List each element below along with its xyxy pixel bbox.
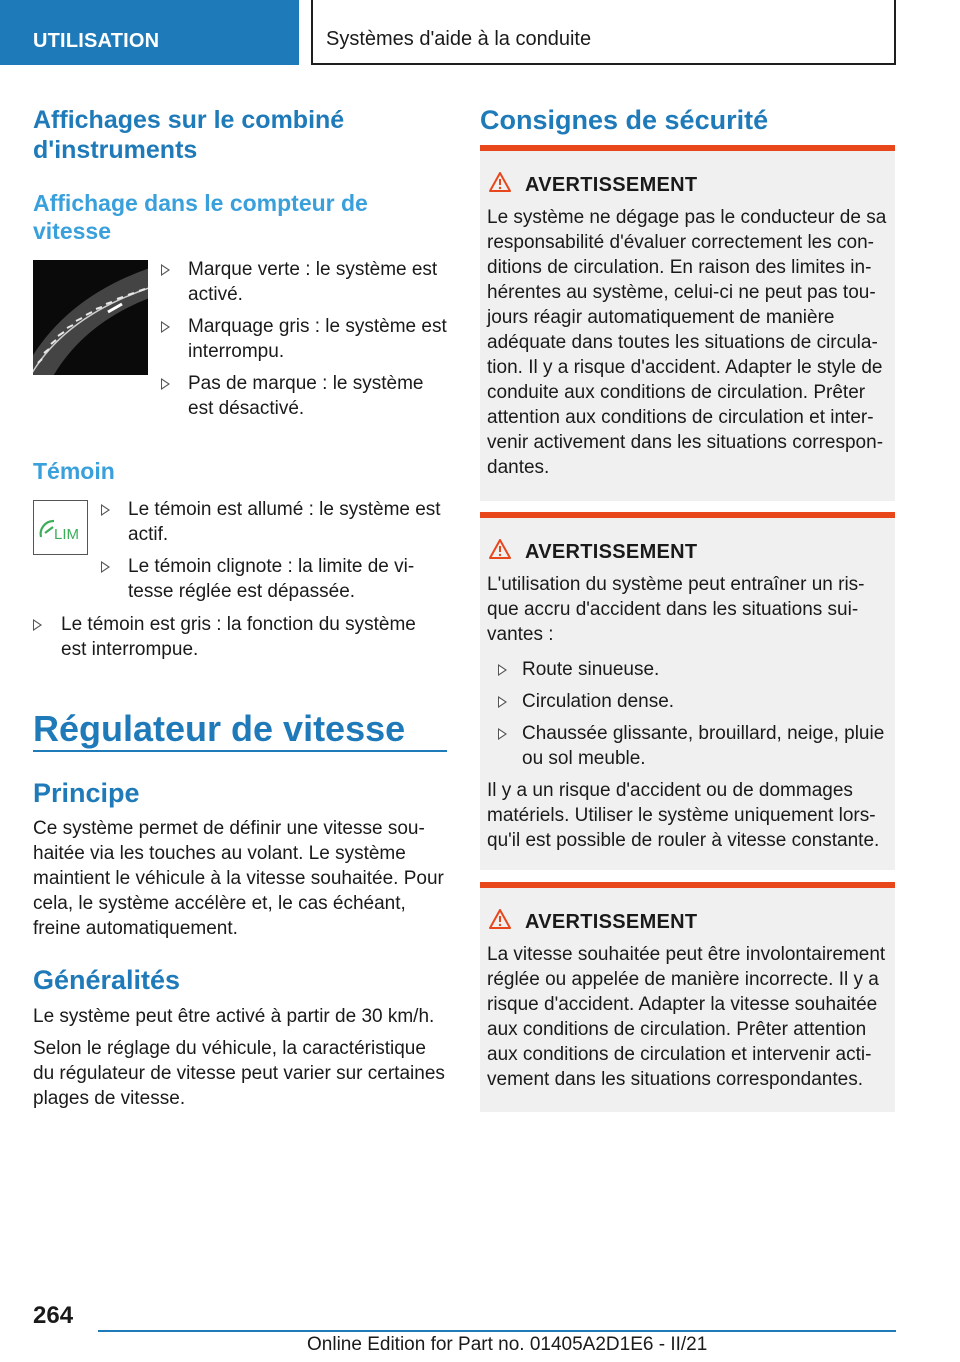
- list-item: Route sinueuse.: [498, 657, 888, 682]
- page-number: 264: [33, 1302, 74, 1329]
- heading-principe: Principe: [33, 778, 140, 808]
- list-item: Le témoin est gris : la fonction du système est interrompue.: [33, 612, 433, 662]
- warning-box-3: [480, 882, 895, 1112]
- principe-text: Ce système permet de définir une vitesse sou-haitée via les touches au volant. Le système maintient le véhicule à la vitesse souhaitée. Pour cela, le système accélère et, le cas échéant, freine automatiquement.: [33, 818, 444, 939]
- heading-generalites: Généralités: [33, 965, 181, 995]
- list-item: Chaussée glissante, brouillard, neige, pluie ou sol meuble.: [498, 721, 888, 771]
- chapter-tab: [311, 0, 896, 65]
- lim-icon-label: LIM: [54, 526, 80, 543]
- speedometer-image: [33, 260, 148, 375]
- triangle-bullet-icon: [161, 321, 170, 333]
- triangle-bullet-icon: [498, 664, 507, 676]
- warning-text: La vitesse souhaitée peut être involontairement réglée ou appelée de manière incorrecte. Il y a risque d'accident. Adapter la vitesse souhaitée aux conditions de circulation. Prêter attention aux conditions de circulation et intervenir acti-vement dans les situations correspondantes.: [487, 944, 886, 1090]
- warning-triangle-icon: [488, 908, 512, 930]
- warning-title: AVERTISSEMENT: [525, 174, 698, 196]
- warning-box-1: [480, 145, 895, 501]
- heading-consignes: Consignes de sécurité: [480, 105, 769, 135]
- list-item: Le témoin clignote : la limite de vi-tesse réglée est dépassée.: [101, 554, 431, 604]
- chapter-title: Systèmes d'aide à la conduite: [326, 28, 592, 50]
- warning-triangle-icon: [488, 171, 512, 193]
- triangle-bullet-icon: [161, 264, 170, 276]
- heading-temoin: Témoin: [33, 458, 115, 484]
- edition-text: Online Edition for Part no. 01405A2D1E6 - II/21: [307, 1334, 708, 1355]
- warning-title: AVERTISSEMENT: [525, 541, 698, 563]
- lim-indicator-icon: [33, 500, 88, 555]
- generalites-text-2: Selon le réglage du véhicule, la caractéristique du régulateur de vitesse peut varier sur certaines plages de vitesse.: [33, 1038, 445, 1109]
- warning-outro: Il y a un risque d'accident ou de dommages matériels. Utiliser le système uniquement lors-qu'il est possible de rouler à vitesse constante.: [487, 780, 880, 851]
- footer-divider: [98, 1330, 896, 1332]
- warning-triangle-icon: [488, 538, 512, 560]
- triangle-bullet-icon: [498, 696, 507, 708]
- warning-box-2: [480, 512, 895, 870]
- triangle-bullet-icon: [498, 728, 507, 740]
- triangle-bullet-icon: [101, 561, 110, 573]
- heading-affichages: Affichages sur le combiné d'instruments: [33, 106, 345, 164]
- list-item: Circulation dense.: [498, 689, 888, 714]
- list-item: Pas de marque : le système est désactivé.: [161, 371, 431, 421]
- section-title: UTILISATION: [33, 30, 160, 52]
- warning-title: AVERTISSEMENT: [525, 911, 698, 933]
- heading-regulateur: Régulateur de vitesse: [33, 708, 406, 749]
- list-item: Marquage gris : le système est interrompu.: [161, 314, 451, 364]
- warning-text: Le système ne dégage pas le conducteur de sa responsabilité d'évaluer correctement les con-ditions de circulation. En raison des limites in-hérentes au système, celui-ci ne peut pas tou-jours réagir automatiquement de manière adéquate dans toutes les situations de circula-tion. Il y a risque d'accident. Adapter le style de conduite aux conditions de circulation. Prêter attention aux conditions de circulation et inter-venir activement dans les situations correspon-dantes.: [487, 207, 887, 478]
- list-item: Marque verte : le système est activé.: [161, 257, 451, 307]
- heading-compteur: Affichage dans le compteur de vitesse: [33, 190, 368, 244]
- triangle-bullet-icon: [101, 504, 110, 516]
- warning-intro: L'utilisation du système peut entraîner un ris-que accru d'accident dans les situations sui-vantes :: [487, 574, 865, 645]
- triangle-bullet-icon: [33, 619, 42, 631]
- section-tab: [0, 0, 299, 65]
- section-divider: [33, 750, 447, 752]
- list-item: Le témoin est allumé : le système est actif.: [101, 497, 451, 547]
- generalites-text-1: Le système peut être activé à partir de 30 km/h.: [33, 1006, 435, 1027]
- triangle-bullet-icon: [161, 378, 170, 390]
